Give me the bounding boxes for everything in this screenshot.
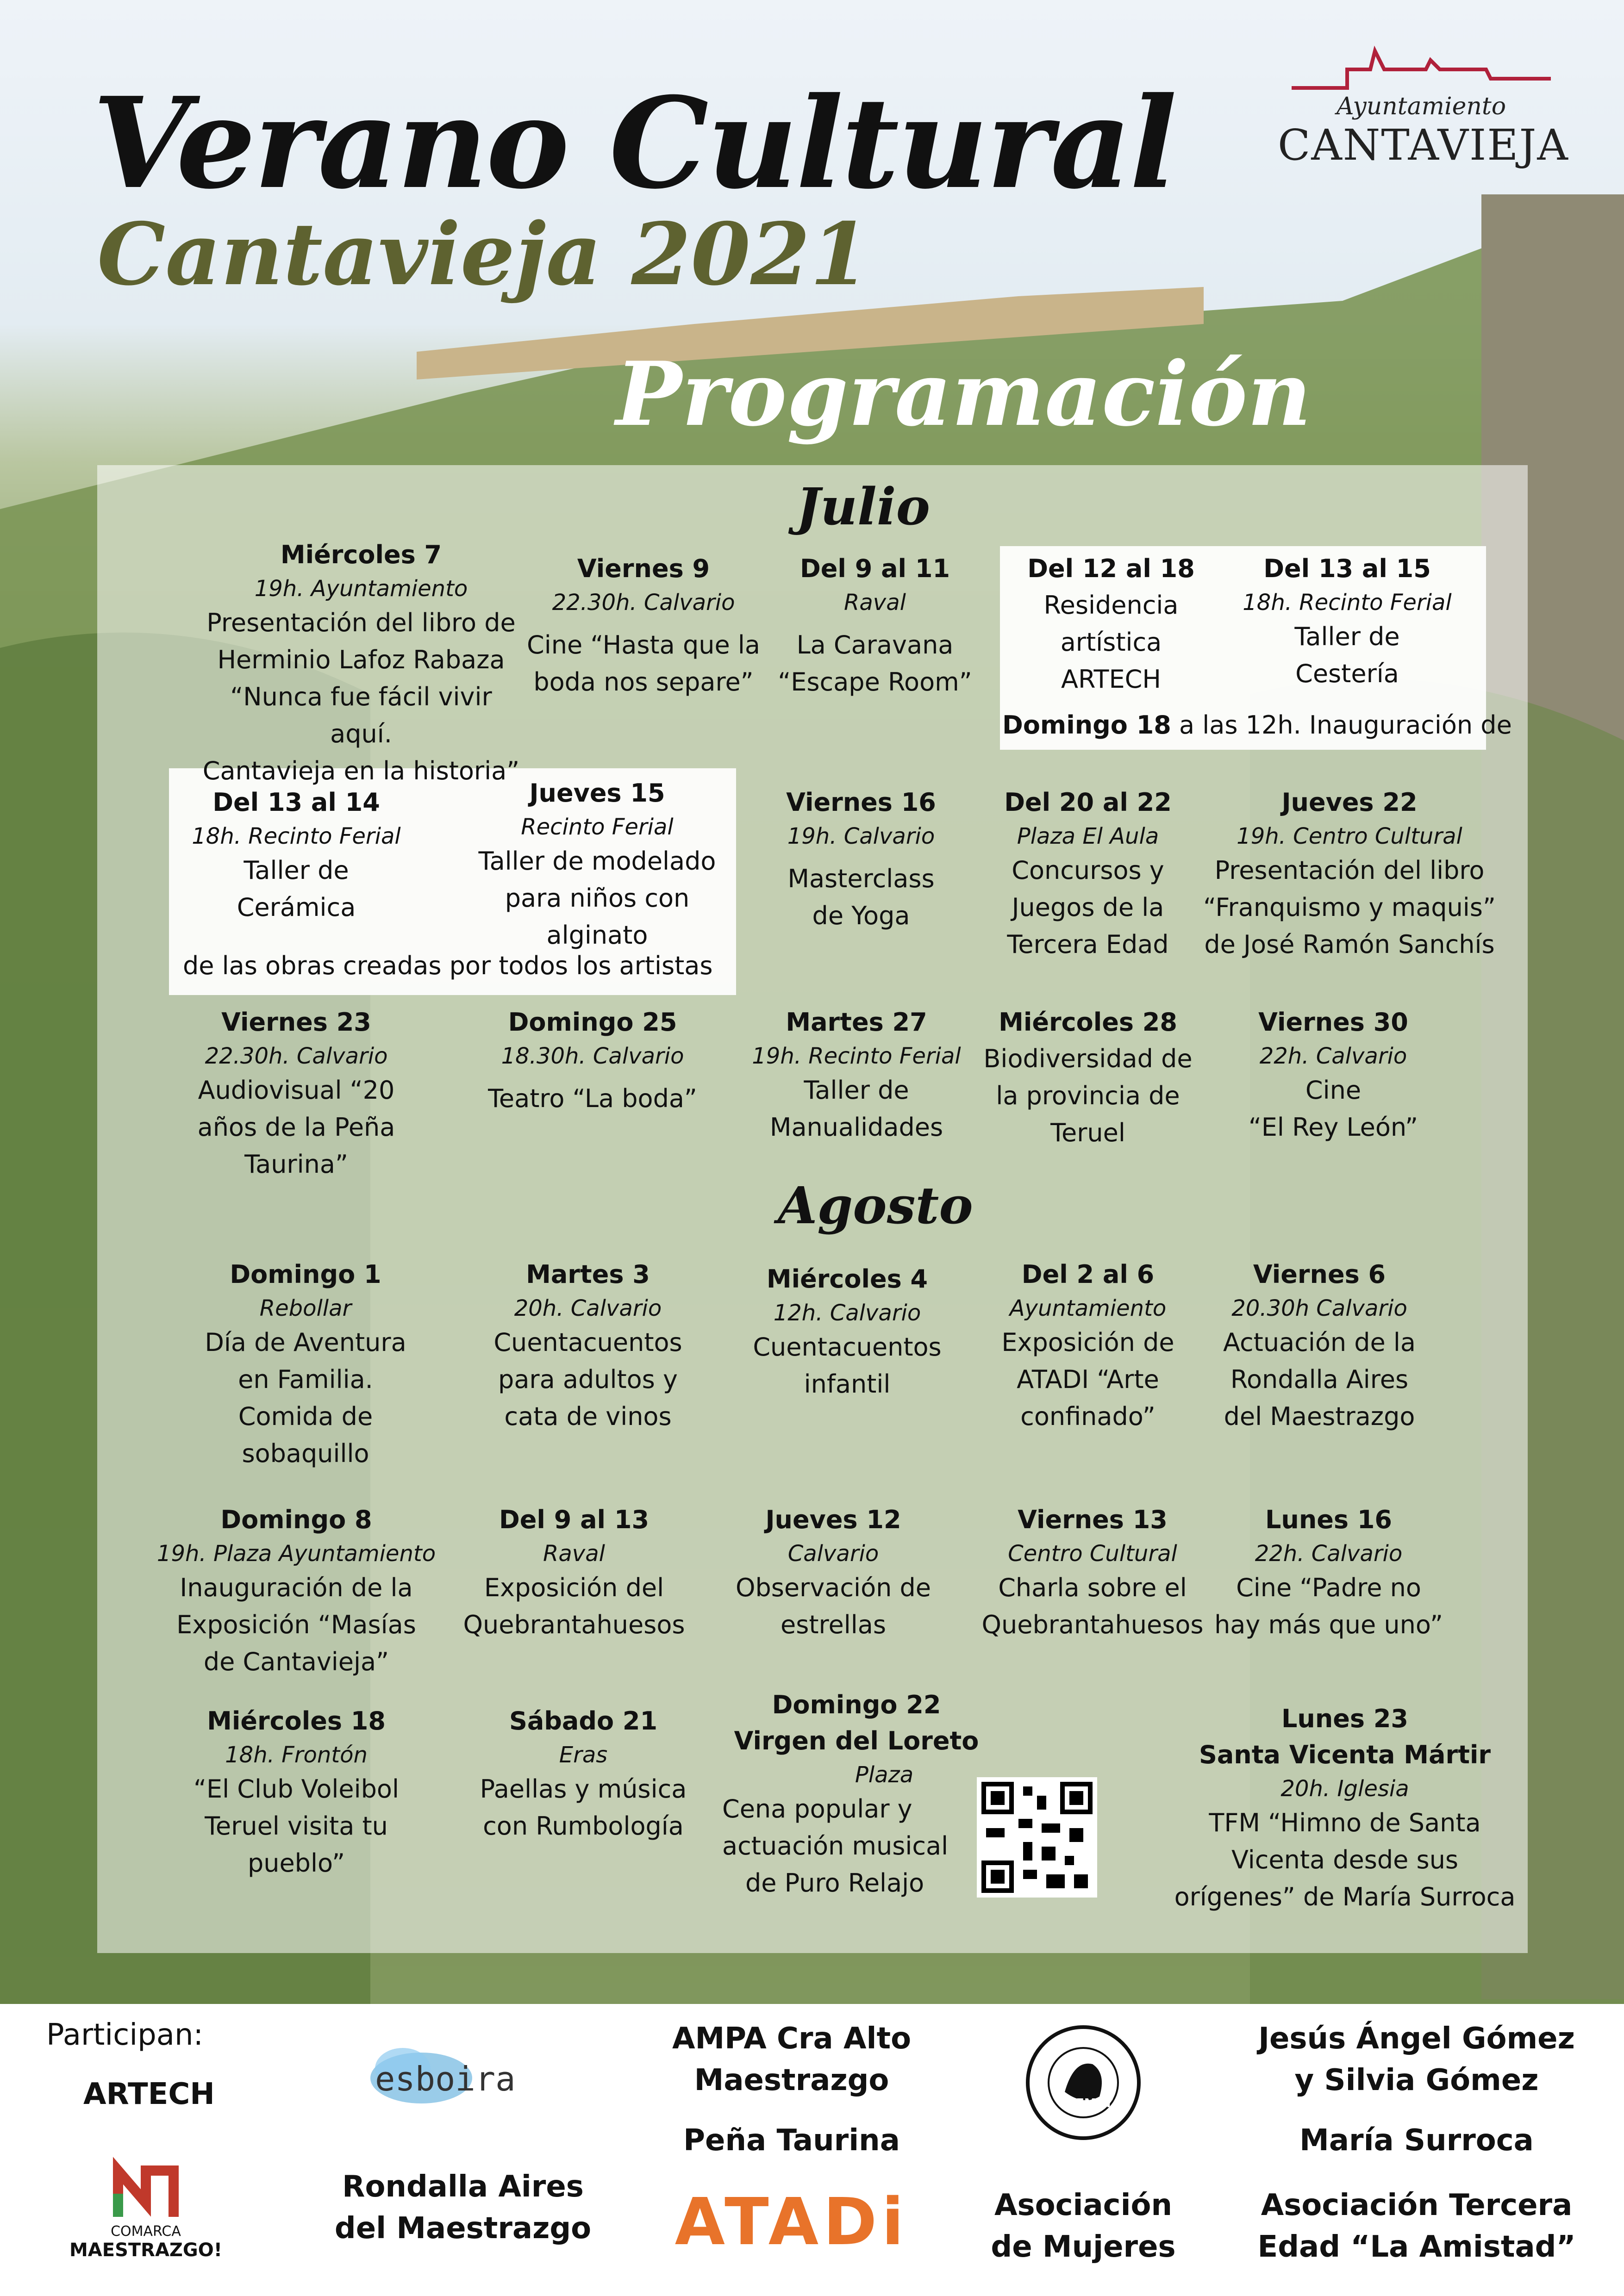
event-text: Paellas y música <box>480 1774 687 1804</box>
tercera-line: Edad “La Amistad” <box>1257 2230 1576 2264</box>
event-text: para adultos y <box>498 1365 678 1394</box>
event-place: Centro Cultural <box>1008 1541 1177 1567</box>
event-place: Raval <box>844 590 906 616</box>
event-date: Jueves 15 <box>529 778 665 808</box>
logo-line-1: Ayuntamiento <box>1336 93 1506 120</box>
event-text: Actuación de la <box>1223 1328 1416 1357</box>
participant-rondalla <box>324 2166 602 2249</box>
event-text: Residencia <box>1043 591 1179 620</box>
comarca-logo-icon <box>100 2152 192 2221</box>
qr-code[interactable] <box>977 1777 1097 1898</box>
event-text: de José Ramón Sanchís <box>1204 930 1495 959</box>
event-date: Viernes 23 <box>221 1008 371 1037</box>
event-date: Miércoles 4 <box>766 1264 928 1294</box>
event-date: Viernes 16 <box>786 788 936 817</box>
participant-maria-surroca: María Surroca <box>1299 2123 1534 2158</box>
page-title: Verano Cultural <box>93 69 1175 217</box>
event-text: Quebrantahuesos <box>981 1610 1204 1639</box>
event-august-8 <box>972 1502 1213 1643</box>
event-text: ATADI “Arte <box>1017 1365 1159 1394</box>
event-text: infantil <box>804 1369 891 1399</box>
event-text: del Maestrazgo <box>1224 1402 1415 1431</box>
event-august-4 <box>1199 1257 1440 1435</box>
event-saint: Santa Vicenta Mártir <box>1199 1740 1491 1769</box>
event-place: 22.30h. Calvario <box>205 1043 388 1069</box>
participant-tercera-edad <box>1241 2184 1593 2268</box>
event-text: “Escape Room” <box>778 667 972 697</box>
event-august-13 <box>1171 1701 1518 1916</box>
event-july-4 <box>1227 551 1468 692</box>
event-august-11 <box>463 1703 704 1845</box>
event-august-2 <box>727 1261 968 1403</box>
event-place: Calvario <box>787 1541 879 1567</box>
tercera-line: Asociación Tercera <box>1261 2188 1573 2222</box>
event-text: Cine “Hasta que la <box>527 630 760 660</box>
event-text: “Franquismo y maquis” <box>1203 893 1496 922</box>
event-august-9 <box>1208 1502 1449 1643</box>
event-july-9 <box>1176 784 1523 963</box>
event-date: Lunes 16 <box>1265 1505 1392 1534</box>
event-text: cata de vinos <box>504 1402 672 1431</box>
event-place: 18h. Recinto Ferial <box>192 823 401 849</box>
event-place: 20h. Iglesia <box>1280 1776 1409 1802</box>
event-text: hay más que uno” <box>1214 1610 1443 1639</box>
event-text: Presentación del libro <box>1214 856 1485 885</box>
event-date: Domingo 1 <box>230 1260 381 1289</box>
event-date: Del 20 al 22 <box>1004 788 1172 817</box>
event-text: Taller de <box>1294 622 1400 651</box>
event-text: Charla sobre el <box>998 1573 1187 1602</box>
event-text: de Puro Relajo <box>745 1868 924 1898</box>
event-date: Del 9 al 11 <box>800 554 950 583</box>
event-august-1 <box>468 1257 708 1435</box>
event-text: Audiovisual “20 <box>198 1076 395 1105</box>
event-saint: Virgen del Loreto <box>734 1726 979 1755</box>
event-date: Martes 27 <box>786 1008 927 1037</box>
event-text: Día de Aventura <box>205 1328 406 1357</box>
program-heading: Programación <box>616 342 1312 446</box>
event-date: Del 2 al 6 <box>1021 1260 1155 1289</box>
event-text: La Caravana <box>796 630 954 660</box>
event-place: Ayuntamiento <box>1009 1295 1167 1321</box>
event-text: Cine <box>1305 1076 1362 1105</box>
atadi-logo: ATADi <box>675 2184 909 2260</box>
inauguration-note <box>1002 710 1512 740</box>
event-place: 19h. Calvario <box>787 823 935 849</box>
event-place: 18h. Recinto Ferial <box>1243 590 1452 616</box>
ampa-line: Maestrazgo <box>694 2063 889 2097</box>
ayuntamiento-logo <box>1278 42 1569 194</box>
event-text: Cena popular y <box>722 1794 912 1823</box>
event-july-1 <box>523 551 764 701</box>
event-date: Domingo 8 <box>220 1505 372 1534</box>
event-text: de Yoga <box>812 901 910 930</box>
event-text: Juegos de la <box>1012 893 1164 922</box>
comarca-label: COMARCA <box>111 2223 181 2240</box>
event-place: 20.30h Calvario <box>1231 1295 1407 1321</box>
event-text: actuación musical <box>722 1831 949 1860</box>
event-july-8 <box>968 784 1208 963</box>
event-place: Eras <box>559 1742 608 1768</box>
event-text: Taurina” <box>244 1150 348 1179</box>
event-place: Plaza <box>855 1762 914 1788</box>
event-text: Exposición del <box>484 1573 664 1602</box>
event-text: de Cantavieja” <box>203 1647 389 1676</box>
event-text: sobaquillo <box>242 1439 369 1468</box>
event-july-13 <box>968 1004 1208 1151</box>
participant-artech: ARTECH <box>83 2077 215 2111</box>
event-text: pueblo” <box>247 1848 345 1878</box>
mujeres-line: Asociación <box>994 2188 1173 2222</box>
event-text: Concursos y <box>1012 856 1164 885</box>
event-july-12 <box>736 1004 977 1146</box>
event-august-12 <box>713 1687 1000 1902</box>
event-place: Rebollar <box>259 1295 352 1321</box>
event-text: la provincia de <box>996 1081 1180 1110</box>
logo-line-2: CANTAVIEJA <box>1278 120 1569 170</box>
event-date: Domingo 22 <box>772 1690 941 1719</box>
event-text: Herminio Lafoz Rabaza <box>217 645 505 674</box>
event-text: alginato <box>546 921 648 950</box>
event-text: Observación de <box>735 1573 931 1602</box>
cemat-label: CEMAT <box>1067 2097 1113 2110</box>
event-date: Lunes 23 <box>1281 1704 1408 1733</box>
event-place: 18h. Frontón <box>225 1742 368 1768</box>
event-august-6 <box>454 1502 694 1643</box>
event-text: Teruel visita tu <box>205 1811 388 1841</box>
event-text: Manualidades <box>769 1113 943 1142</box>
event-date: Del 9 al 13 <box>499 1505 650 1534</box>
event-place: 20h. Calvario <box>514 1295 662 1321</box>
event-place: Raval <box>543 1541 605 1567</box>
event-date: Jueves 22 <box>1281 788 1418 817</box>
event-place: 19h. Plaza Ayuntamiento <box>156 1541 436 1567</box>
event-text: Cuentacuentos <box>753 1332 942 1362</box>
event-text: “Nunca fue fácil vivir aquí. <box>230 682 492 748</box>
event-text: Teruel <box>1050 1118 1125 1147</box>
participant-pena: Peña Taurina <box>683 2123 900 2158</box>
event-place: 19h. Centro Cultural <box>1237 823 1462 849</box>
event-text: Masterclass <box>787 864 935 893</box>
event-date: Viernes 13 <box>1018 1505 1168 1534</box>
event-place: 19h. Ayuntamiento <box>254 576 468 602</box>
event-place: 22h. Calvario <box>1255 1541 1403 1567</box>
event-july-3 <box>991 551 1231 698</box>
event-date: Martes 3 <box>526 1260 650 1289</box>
event-text: Teatro “La boda” <box>488 1084 697 1113</box>
event-place: 12h. Calvario <box>773 1300 921 1326</box>
page-subtitle: Cantavieja 2021 <box>97 204 870 305</box>
esboira-logo <box>366 2036 574 2110</box>
event-august-7 <box>713 1502 954 1643</box>
event-text: Comida de <box>238 1402 373 1431</box>
event-august-3 <box>968 1257 1208 1435</box>
event-date: Del 13 al 15 <box>1263 554 1431 583</box>
rondalla-line: Rondalla Aires <box>342 2170 584 2204</box>
event-july-10 <box>176 1004 417 1183</box>
event-date: Miércoles 18 <box>207 1706 386 1736</box>
event-date: Miércoles 7 <box>280 540 442 569</box>
event-text: boda nos separe” <box>533 667 754 697</box>
event-text: Biodiversidad de <box>983 1044 1193 1073</box>
participant-jesus-silvia <box>1241 2018 1593 2101</box>
event-text: Presentación del libro de <box>206 608 516 637</box>
artworks-note <box>183 951 713 980</box>
event-text: estrellas <box>781 1610 886 1639</box>
event-text: “El Rey León” <box>1248 1113 1418 1142</box>
event-text: “El Club Voleibol <box>194 1774 399 1804</box>
event-july-7 <box>741 784 981 934</box>
event-text: Inauguración de la <box>180 1573 413 1602</box>
event-july-6 <box>468 775 727 954</box>
esboira-label: esboira <box>375 2060 516 2098</box>
event-text: Cuentacuentos <box>493 1328 682 1357</box>
event-july-2 <box>755 551 995 701</box>
event-date: Viernes 6 <box>1253 1260 1386 1289</box>
event-text: TFM “Himno de Santa <box>1209 1808 1481 1837</box>
participants-footer <box>0 2004 1624 2296</box>
event-text: Taller de <box>244 856 349 885</box>
event-text: confinado” <box>1020 1402 1156 1431</box>
event-date: Del 13 al 14 <box>212 788 380 817</box>
event-text: Quebrantahuesos <box>463 1610 685 1639</box>
event-date: Miércoles 28 <box>999 1008 1177 1037</box>
month-august: Agosto <box>778 1176 973 1235</box>
event-text: Taller de modelado <box>478 846 716 876</box>
event-text: Exposición “Masías <box>176 1610 416 1639</box>
participant-mujeres <box>954 2184 1213 2268</box>
event-place: 22h. Calvario <box>1259 1043 1407 1069</box>
event-text: en Familia. <box>238 1365 373 1394</box>
participant-ampa <box>648 2018 935 2101</box>
event-text: Cantavieja en la historia” <box>202 756 520 785</box>
ampa-line: AMPA Cra Alto <box>672 2022 912 2056</box>
event-text: artística <box>1060 628 1162 657</box>
event-text: Cine “Padre no <box>1236 1573 1421 1602</box>
mujeres-line: de Mujeres <box>991 2230 1176 2264</box>
event-text: con Rumbología <box>483 1811 684 1841</box>
event-august-10 <box>176 1703 417 1882</box>
event-july-0 <box>199 537 523 790</box>
event-july-5 <box>176 784 417 926</box>
event-text: Cestería <box>1295 659 1399 688</box>
event-july-11 <box>472 1004 713 1117</box>
cemat-logo <box>1023 2022 1143 2143</box>
event-text: Tercera Edad <box>1007 930 1169 959</box>
rondalla-line: del Maestrazgo <box>334 2211 592 2246</box>
maestrazgo-go-label: MAESTRAZGO! <box>69 2240 223 2261</box>
comarca-logo <box>65 2152 227 2261</box>
event-text: Exposición de <box>1001 1328 1174 1357</box>
inauguration-text: a las 12h. Inauguración de <box>1171 710 1512 740</box>
event-august-0 <box>185 1257 426 1472</box>
month-july: Julio <box>796 477 930 536</box>
artworks-text: de las obras creadas por todos los artistas <box>183 951 713 980</box>
inauguration-date: Domingo 18 <box>1002 710 1171 740</box>
event-date: Viernes 9 <box>577 554 710 583</box>
event-place: Plaza El Aula <box>1017 823 1159 849</box>
event-place: 18.30h. Calvario <box>501 1043 684 1069</box>
event-july-14 <box>1213 1004 1454 1146</box>
castle-icon <box>1278 42 1565 93</box>
cemat-seal-icon <box>1023 2022 1143 2143</box>
event-text: años de la Peña <box>197 1113 395 1142</box>
event-text: Taller de <box>804 1076 909 1105</box>
qr-code-icon <box>977 1777 1097 1898</box>
event-date: Del 12 al 18 <box>1027 554 1195 583</box>
jesus-line: Jesús Ángel Gómez <box>1258 2022 1575 2056</box>
event-text: orígenes” de María Surroca <box>1174 1882 1516 1911</box>
event-place: Recinto Ferial <box>521 814 674 840</box>
event-text: ARTECH <box>1061 665 1161 694</box>
event-place: 19h. Recinto Ferial <box>752 1043 961 1069</box>
event-august-5 <box>134 1502 458 1680</box>
event-text: Rondalla Aires <box>1230 1365 1409 1394</box>
event-text: para niños con <box>505 884 690 913</box>
jesus-line: y Silvia Gómez <box>1294 2063 1539 2097</box>
event-date: Viernes 30 <box>1258 1008 1408 1037</box>
event-place: 22.30h. Calvario <box>552 590 735 616</box>
event-date: Domingo 25 <box>508 1008 677 1037</box>
event-date: Jueves 12 <box>765 1505 901 1534</box>
event-text: Cerámica <box>237 893 356 922</box>
event-text: Vicenta desde sus <box>1231 1845 1459 1874</box>
participants-label: Participan: <box>46 2018 204 2052</box>
event-date: Sábado 21 <box>509 1706 658 1736</box>
